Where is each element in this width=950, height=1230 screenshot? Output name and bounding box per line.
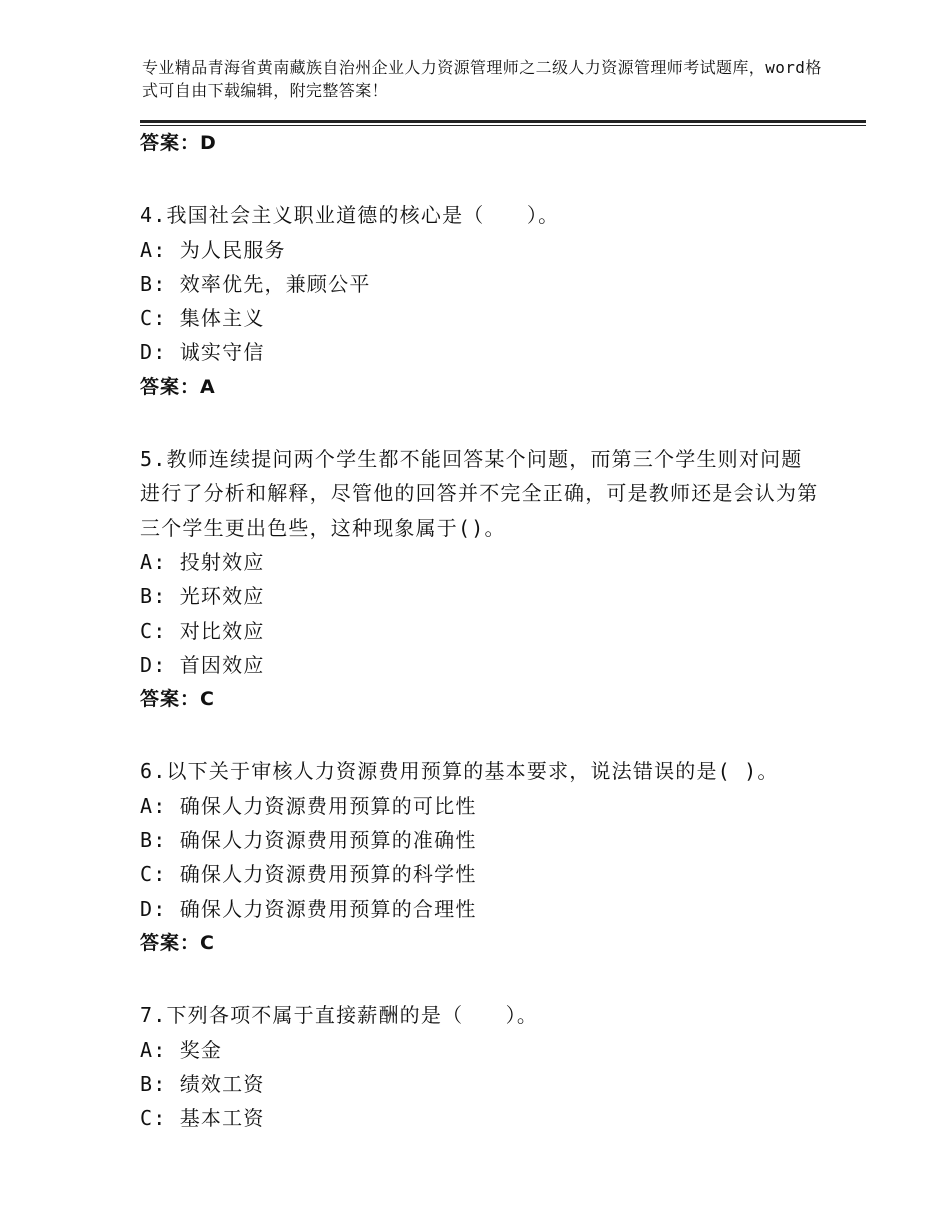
question-stem: 4.我国社会主义职业道德的核心是（ ）。: [140, 203, 560, 227]
answer-line: 答案：A: [140, 375, 216, 398]
option-a: A: 奖金: [140, 1037, 223, 1062]
option-c: C: 对比效应: [140, 618, 265, 643]
spacer: [140, 716, 820, 754]
spacer: [140, 160, 820, 198]
question-stem: 5.教师连续提问两个学生都不能回答某个问题，而第三个学生则对问题进行了分析和解释，尽管他的回答并不完全正确，可是教师还是会认为第三个学生更出色些，这种现象属于()。: [140, 446, 819, 540]
option-b: B: 确保人力资源费用预算的准确性: [140, 828, 477, 853]
option-c: C: 确保人力资源费用预算的科学性: [140, 862, 477, 887]
option-c: C: 集体主义: [140, 306, 265, 331]
question-7: [140, 998, 820, 1135]
header-divider-thick: [140, 120, 866, 123]
option-b: B: 光环效应: [140, 584, 265, 609]
question-stem: 6.以下关于审核人力资源费用预算的基本要求，说法错误的是( )。: [140, 759, 779, 784]
option-a: A: 确保人力资源费用预算的可比性: [140, 793, 477, 818]
question-6: [140, 754, 820, 960]
option-a: A: 为人民服务: [140, 237, 286, 262]
option-b: B: 效率优先，兼顾公平: [140, 271, 371, 296]
answer-line: 答案：D: [140, 132, 217, 154]
answer-line: 答案：C: [140, 688, 215, 711]
page-header: 专业精品青海省黄南藏族自治州企业人力资源管理师之二级人力资源管理师考试题库，word格式可自由下载编辑，附完整答案！: [142, 58, 822, 100]
spacer: [140, 960, 820, 998]
spacer: [140, 404, 820, 442]
question-5: [140, 442, 820, 717]
option-d: D: 确保人力资源费用预算的合理性: [140, 896, 477, 921]
option-c: C: 基本工资: [140, 1106, 265, 1131]
question-stem: 7.下列各项不属于直接薪酬的是（ ）。: [140, 1003, 539, 1028]
option-d: D: 诚实守信: [140, 340, 265, 365]
question-list: [140, 126, 820, 1135]
option-d: D: 首因效应: [140, 653, 265, 678]
question-4: [140, 198, 820, 404]
option-b: B: 绩效工资: [140, 1071, 265, 1096]
option-a: A: 投射效应: [140, 550, 265, 575]
answer-line: 答案：C: [140, 932, 215, 955]
